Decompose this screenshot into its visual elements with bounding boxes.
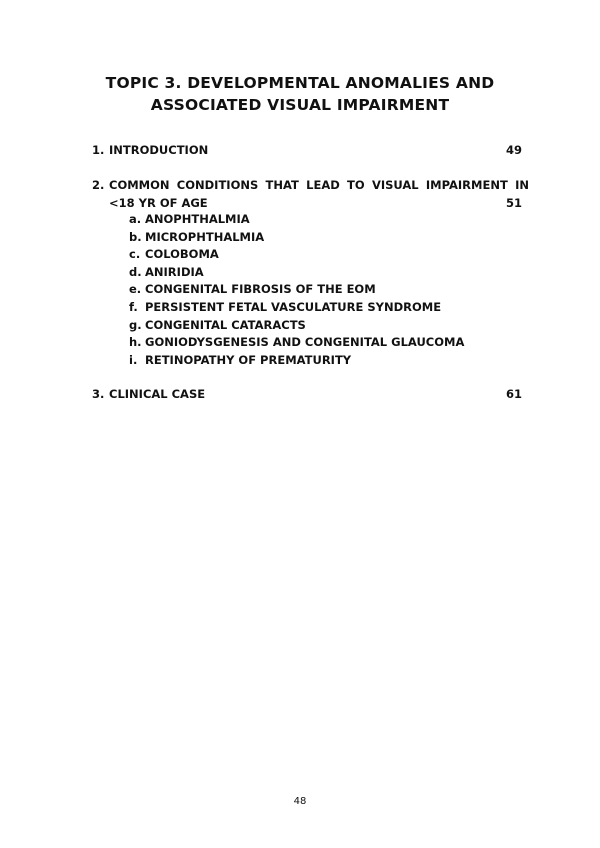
toc-entry-label: CLINICAL CASE (109, 387, 206, 401)
subitem-letter: c. (129, 247, 141, 262)
subitem-text: ANIRIDIA (145, 264, 204, 279)
subitem-text: PERSISTENT FETAL VASCULATURE SYNDROME (145, 300, 442, 314)
subitem-text: ANOPHTHALMIA (145, 212, 250, 226)
toc-entry-introduction (92, 141, 522, 159)
subitem-text: COLOBOMA (145, 247, 219, 262)
subitem-letter: a. (129, 212, 142, 226)
subitem-letter: g. (129, 317, 142, 332)
page-number: 48 (293, 796, 307, 807)
subitem-letter: d. (129, 264, 142, 279)
toc-entry-number: 1. (92, 143, 105, 157)
subitem-text: RETINOPATHY OF PREMATURITY (145, 352, 352, 367)
subitem-letter: i. (129, 352, 138, 367)
toc-entry-page: 51 (505, 196, 522, 210)
toc-entry-label: INTRODUCTION (109, 143, 209, 157)
subitem-text: CONGENITAL CATARACTS (145, 317, 306, 332)
subitem-text: GONIODYSGENESIS AND CONGENITAL GLAUCOMA (145, 335, 465, 350)
toc-entry-clinical-case (92, 385, 522, 403)
toc-entry-number: 3. (92, 387, 105, 401)
toc-entry-label-line-2: <18 YR OF AGE (109, 196, 208, 210)
subitem-letter: h. (129, 335, 142, 350)
toc-entry-common-conditions (92, 176, 529, 194)
subitem-text: CONGENITAL FIBROSIS OF THE EOM (145, 282, 376, 297)
toc-entry-label-line-1: COMMON CONDITIONS THAT LEAD TO VISUAL IMPAIRMENT IN (109, 178, 529, 192)
page-title-line-1: TOPIC 3. DEVELOPMENTAL ANOMALIES AND (105, 74, 495, 92)
toc-entry-page: 49 (505, 143, 522, 157)
page-title-line-2: ASSOCIATED VISUAL IMPAIRMENT (150, 96, 450, 114)
subitem-text: MICROPHTHALMIA (145, 229, 265, 244)
subitem-letter: e. (129, 282, 142, 297)
toc-entry-page: 61 (505, 387, 522, 401)
toc-entry-number: 2. (92, 178, 105, 192)
subitem-letter: f. (129, 300, 138, 314)
subitem-letter: b. (129, 229, 142, 244)
